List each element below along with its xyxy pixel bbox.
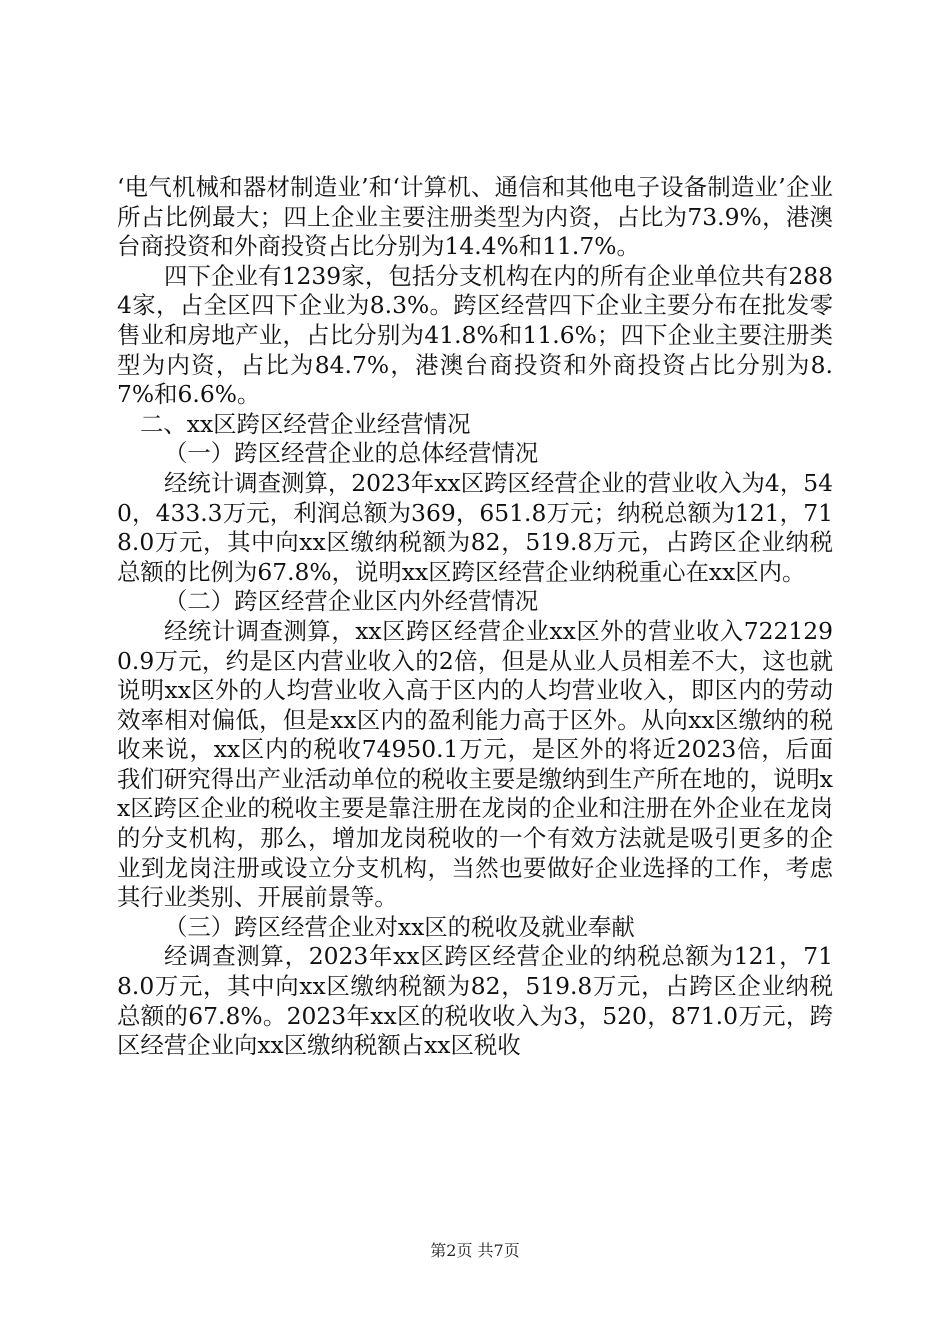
paragraph-registration-types: ‘电气机械和器材制造业’和‘计算机、通信和其他电子设备制造业’企业所占比例最大；四上企业主要注册类型为内资，占比为73.9%，港澳台商投资和外商投资占比分别为14.4%和11.7%。 bbox=[117, 173, 833, 261]
document-body bbox=[117, 173, 833, 1061]
subheading-overall-operations: （一）跨区经营企业的总体经营情况 bbox=[164, 439, 539, 468]
subheading-tax-employment-contribution: （三）跨区经营企业对xx区的税收及就业奉献 bbox=[164, 912, 635, 941]
paragraph-inside-outside-operations: 经统计调查测算，xx区跨区经营企业xx区外的营业收入7221290.9万元，约是区内营业收入的2倍，但是从业人员相差不大，这也就说明xx区外的人均营业收入高于区内的人均营业收入，即区内的劳动效率相对偏低，但是xx区内的盈利能力高于区外。从向xx区缴纳的税收来说，xx区内的税收74950.1万元，是区外的将近2023倍，后面我们研究得出产业活动单位的税收主要是缴纳到生产所在地的，说明xx区跨区企业的税收主要是靠注册在龙岗的企业和注册在外企业在龙岗的分支机构，那么，增加龙岗税收的一个有效方法就是吸引更多的企业到龙岗注册或设立分支机构，当然也要做好企业选择的工作，考虑其行业类别、开展前景等。 bbox=[117, 616, 833, 912]
section-heading-operations: 二、xx区跨区经营企业经营情况 bbox=[140, 409, 471, 438]
paragraph-tax-employment-contribution: 经调查测算，2023年xx区跨区经营企业的纳税总额为121，718.0万元，其中向xx区缴纳税额为82，519.8万元，占跨区企业纳税总额的67.8%。2023年xx区的税收收入为3，520，871.0万元，跨区经营企业向xx区缴纳税额占xx区税收 bbox=[117, 942, 833, 1060]
subheading-inside-outside-operations: （二）跨区经营企业区内外经营情况 bbox=[164, 587, 539, 616]
paragraph-small-enterprises: 四下企业有1239家，包括分支机构在内的所有企业单位共有2884家，占全区四下企业为8.3%。跨区经营四下企业主要分布在批发零售业和房地产业，占比分别为41.8%和11.6%；四下企业主要注册类型为内资，占比为84.7%，港澳台商投资和外商投资占比分别为8.7%和6.6%。 bbox=[117, 261, 833, 409]
paragraph-overall-operations: 经统计调查测算，2023年xx区跨区经营企业的营业收入为4，540，433.3万元，利润总额为369，651.8万元；纳税总额为121，718.0万元，其中向xx区缴纳税额为82，519.8万元，占跨区企业纳税总额的比例为67.8%，说明xx区跨区经营企业纳税重心在xx区内。 bbox=[117, 468, 833, 586]
page-footer: 第2页 共7页 bbox=[430, 1241, 520, 1260]
